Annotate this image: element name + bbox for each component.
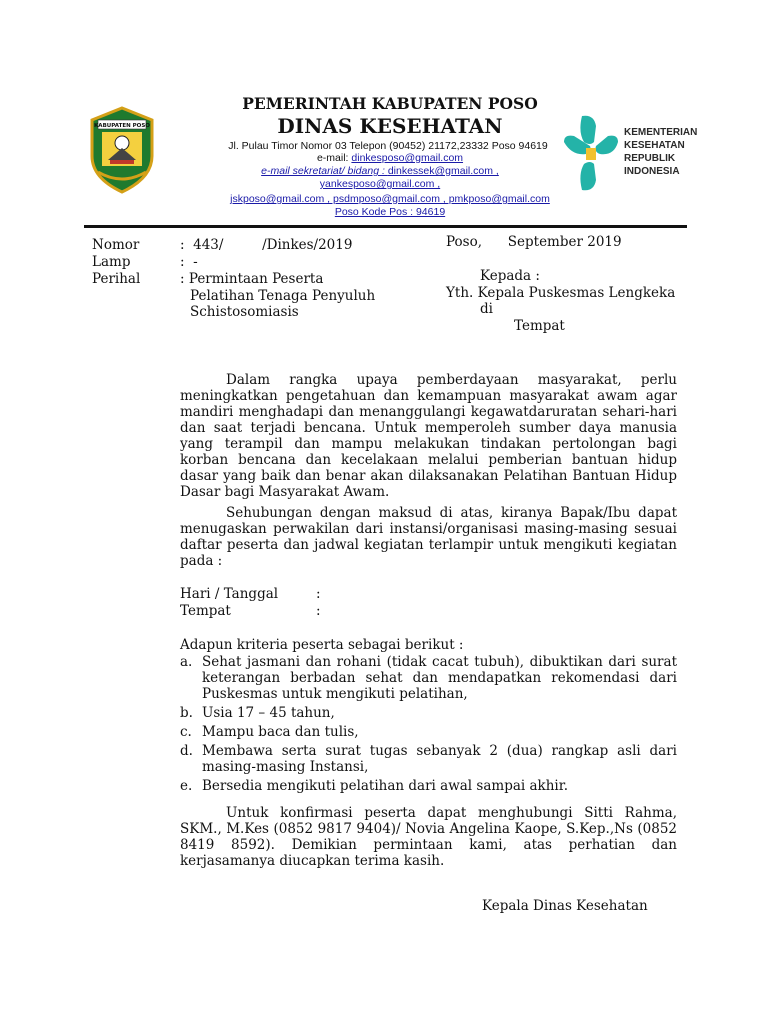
kemenkes-logo-text: KEMENTERIAN KESEHATAN REPUBLIK INDONESIA (624, 127, 698, 177)
tempat-colon: : (316, 603, 321, 619)
nomor-label: Nomor (92, 237, 140, 253)
letterhead-postcode: Poso Kode Pos : 94619 (334, 206, 446, 218)
hari-colon: : (316, 586, 321, 602)
list-item: d. Membawa serta surat tugas sebanyak 2 (dua) rangkap asli dari masing-masing Instansi, (180, 743, 677, 775)
lamp-value: : - (180, 254, 198, 270)
paragraph-1: Dalam rangka upaya pemberdayaan masyarakat, perlu meningkatkan pengetahuan dan kemampuan masyarakat awam agar mandiri menghadapi dan menanggulangi kegawatdaruratan sehari-hari dan saat terjadi bencana. Untuk memperoleh sumber daya manusia yang terampil dan mampu melakukan tindakan pertolongan bagi korban bencana dan kecelakaan melalui pemberian bantuan hidup dasar yang baik dan benar akan dilaksanakan Pelatihan Bantuan Hidup Dasar bagi Masyarakat Awam. (180, 372, 677, 500)
kriteria-list (180, 654, 677, 794)
hari-label: Hari / Tanggal (180, 586, 279, 602)
recipient-tempat: Tempat (514, 318, 565, 334)
lamp-label: Lamp (92, 254, 131, 270)
nomor-value: : 443/ /Dinkes/2019 (180, 237, 353, 253)
recipient: Yth. Kepala Puskesmas Lengkeka (446, 285, 676, 301)
list-item: b. Usia 17 – 45 tahun, (180, 705, 335, 721)
paragraph-2: Sehubungan dengan maksud di atas, kiranya Bapak/Ibu dapat menugaskan perwakilan dari instansi/organisasi masing-masing sesuai daftar peserta dan jadwal kegiatan terlampir untuk mengikuti kegiatan pada : (180, 505, 677, 569)
list-item: a. Sehat jasmani dan rohani (tidak cacat tubuh), dibuktikan dari surat keterangan berbadan sehat dan mendapatkan rekomendasi dari Puskesmas untuk mengikuti pelatihan, (180, 654, 677, 702)
letterhead-divider (84, 225, 687, 228)
perihal-line3: Schistosomiasis (190, 304, 299, 320)
tempat-label: Tempat (180, 603, 231, 619)
signature-title: Kepala Dinas Kesehatan (482, 898, 648, 914)
recipient-di: di (480, 301, 493, 317)
email-link[interactable]: dinkesposo@gmail.com (351, 152, 464, 164)
letterhead-email: e-mail: dinkesposo@gmail.com (316, 152, 464, 164)
list-item: c. Mampu baca dan tulis, (180, 724, 359, 740)
perihal-label: Perihal (92, 271, 141, 287)
list-item: e. Bersedia mengikuti pelatihan dari awal sampai akhir. (180, 778, 568, 794)
letterhead-dept: DINAS KESEHATAN (277, 114, 503, 138)
email2-link[interactable]: dinkessek@gmail.com , yankesposo@gmail.com , (319, 165, 499, 190)
kriteria-intro: Adapun kriteria peserta sebagai berikut : (180, 637, 464, 653)
paragraph-3: Untuk konfirmasi peserta dapat menghubungi Sitti Rahma, SKM., M.Kes (0852 9817 9404)/ Novia Angelina Kaope, S.Kep.,Ns (0852 8419 8592). Demikian permintaan kami, atas perhatian dan kerjasamanya diucapkan terima kasih. (180, 805, 677, 869)
letterhead-gov: PEMERINTAH KABUPATEN POSO (242, 94, 538, 113)
letterhead-email2: e-mail sekretariat/ bidang : dinkessek@gmail.com , yankesposo@gmail.com , (261, 165, 499, 190)
perihal-value: : Permintaan Peserta (180, 271, 324, 287)
perihal-line2: Pelatihan Tenaga Penyuluh (190, 288, 376, 304)
letterhead-address: Jl. Pulau Timor Nomor 03 Telepon (90452) 21172,23332 Poso 94619 (228, 140, 548, 152)
place-date: Poso, September 2019 (446, 234, 622, 250)
svg-text:KABUPATEN POSO: KABUPATEN POSO (94, 123, 150, 129)
kepada: Kepada : (480, 268, 540, 284)
kabupaten-poso-logo (88, 106, 156, 194)
letterhead-email3[interactable]: jskposo@gmail.com , psdmposo@gmail.com , pmkposo@gmail.com (230, 193, 550, 205)
